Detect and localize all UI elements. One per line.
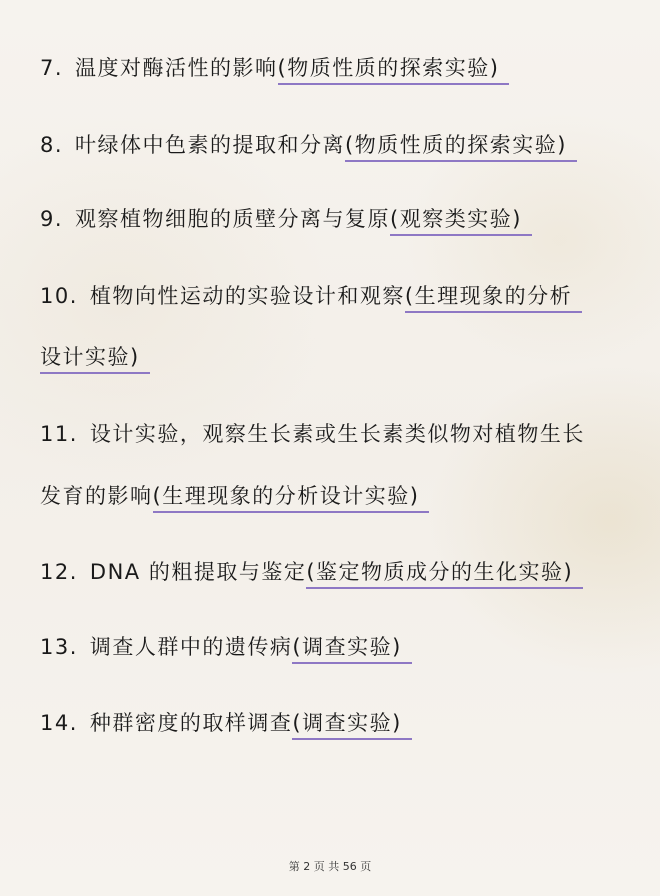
item-category-continued: 设计实验) [40,342,150,374]
item-category: (生理现象的分析设计实验) [153,481,430,513]
item-number: 9. [40,207,64,231]
list-item-12 [40,552,583,592]
item-category: (鉴定物质成分的生化实验) [306,557,583,589]
item-number: 8. [40,133,64,157]
list-item-11-continued [40,476,429,516]
item-text: 叶绿体中色素的提取和分离 [75,133,346,157]
item-category: (物质性质的探索实验) [345,130,577,162]
item-number: 14. [40,711,78,735]
item-text: DNA 的粗提取与鉴定 [89,560,307,584]
item-text: 调查人群中的遗传病 [89,635,293,659]
item-number: 10. [40,284,78,308]
item-text: 设计实验，观察生长素或生长素类似物对植物生长 [89,422,585,446]
item-category: (物质性质的探索实验) [278,53,510,85]
item-number: 11. [40,422,78,446]
list-item-8 [40,125,577,165]
page-footer: 第 2 页 共 56 页 [288,860,372,873]
list-item-10-continued [40,337,150,377]
item-number: 12. [40,560,78,584]
item-category: (调查实验) [292,632,411,664]
item-number: 7. [40,56,64,80]
item-number: 13. [40,635,78,659]
item-text: 种群密度的取样调查 [89,711,293,735]
list-item-10 [40,276,582,316]
item-text: 温度对酶活性的影响 [75,56,278,80]
list-item-7 [40,48,509,88]
item-category: (生理现象的分析 [405,281,582,313]
list-item-9 [40,199,532,239]
item-text: 植物向性运动的实验设计和观察 [89,284,405,308]
item-text-continued: 发育的影响 [40,484,153,508]
item-category: (观察类实验) [390,204,532,236]
list-item-14 [40,703,412,743]
list-item-13 [40,627,412,667]
item-category: (调查实验) [292,708,411,740]
item-text: 观察植物细胞的质壁分离与复原 [75,207,391,231]
list-item-11 [40,414,585,454]
